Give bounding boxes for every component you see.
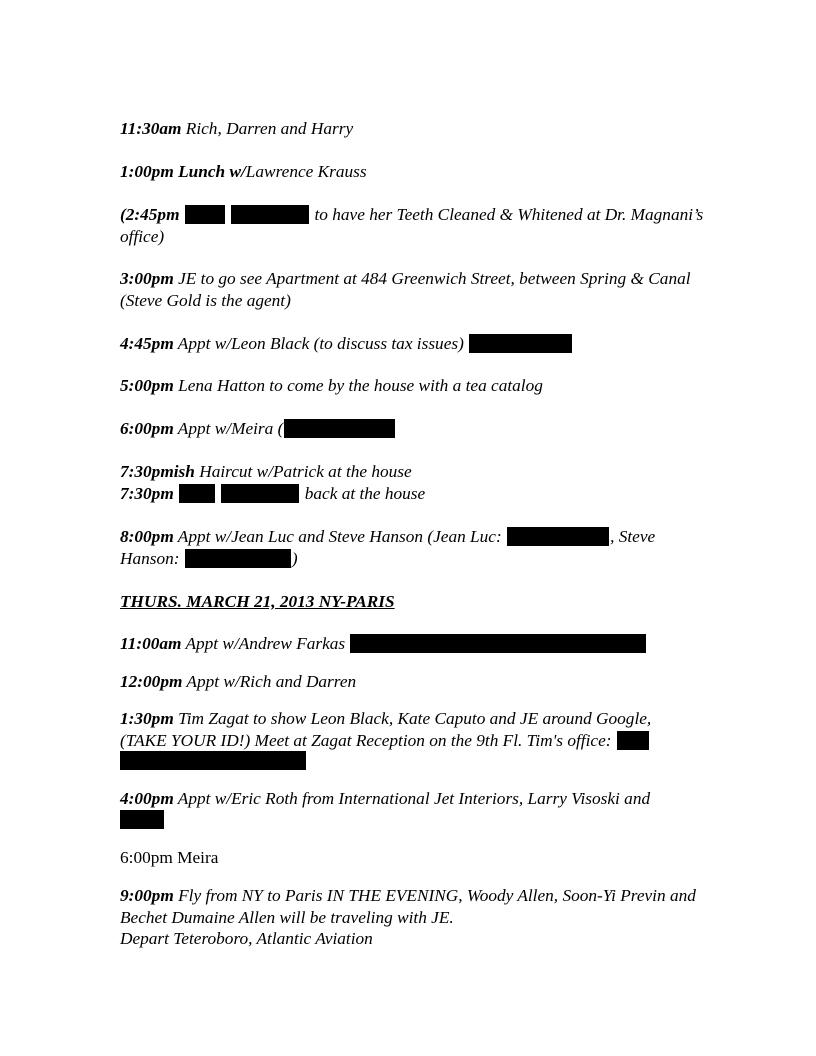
- entry-text: Tim Zagat to show Leon Black, Kate Caputo and JE around Google, (TAKE YOUR ID!) Meet at Zagat Reception on the 9th Fl. Tim's office:: [120, 709, 652, 750]
- entry-time: 4:45pm: [120, 334, 174, 353]
- redaction-block: [617, 731, 649, 750]
- entry-730pm: [120, 483, 710, 505]
- entry-time: 9:00pm: [120, 886, 174, 905]
- entry-text: Lawrence Krauss: [245, 162, 367, 181]
- entry-time: 7:30pm: [120, 484, 174, 503]
- entry-time: 11:30am: [120, 119, 182, 138]
- entry-text: Appt w/Eric Roth from International Jet Interiors, Larry Visoski and: [177, 789, 651, 808]
- entry-600pm: [120, 418, 710, 440]
- redaction-block: [185, 205, 225, 224]
- entry-text: JE to go see Apartment at 484 Greenwich Street, between Spring & Canal (Steve Gold is the agent): [120, 269, 691, 310]
- entry-time: 6:00pm: [120, 419, 174, 438]
- entry-time: 8:00pm: [120, 527, 174, 546]
- entry-130pm: [120, 708, 700, 770]
- entry-300pm: [120, 268, 710, 311]
- entry-text: 6:00pm Meira: [120, 848, 219, 867]
- entry-900pm: [120, 885, 700, 928]
- entry-time: 5:00pm: [120, 376, 174, 395]
- entry-text: , Steve Hanson:: [120, 527, 656, 568]
- entry-text: Appt w/Rich and Darren: [186, 672, 357, 691]
- entry-depart: [120, 928, 710, 950]
- entry-1100am: [120, 633, 710, 655]
- redaction-block: [284, 419, 395, 438]
- entry-text: Appt w/Meira (: [177, 419, 284, 438]
- entry-text: Fly from NY to Paris IN THE EVENING, Woody Allen, Soon-Yi Previn and Bechet Dumaine Allen will be traveling with JE.: [120, 886, 696, 927]
- redaction-block: [120, 810, 164, 829]
- entry-time: 3:00pm: [120, 269, 174, 288]
- entry-100pm: [120, 161, 710, 183]
- entry-text: Appt w/Jean Luc and Steve Hanson (Jean Luc:: [177, 527, 502, 546]
- redaction-block: [469, 334, 572, 353]
- redaction-block: [507, 527, 609, 546]
- entry-time: 11:00am: [120, 634, 182, 653]
- entry-1200pm: [120, 671, 710, 693]
- entry-text: Appt w/Andrew Farkas: [185, 634, 346, 653]
- redaction-block: [350, 634, 646, 653]
- entry-time: 1:00pm Lunch w/: [120, 162, 246, 181]
- entry-text: to have her Teeth Cleaned & Whitened at Dr. Magnani’s office): [120, 205, 704, 246]
- entry-400pm: [120, 788, 705, 829]
- entry-text: Rich, Darren and Harry: [185, 119, 354, 138]
- entry-600pm-meira: [120, 847, 710, 869]
- entry-time: 12:00pm: [120, 672, 183, 691]
- entry-text: Haircut w/Patrick at the house: [199, 462, 412, 481]
- entry-245pm: [120, 204, 710, 247]
- entry-800pm: [120, 526, 710, 569]
- redaction-block: [185, 549, 291, 568]
- entry-time: 1:30pm: [120, 709, 174, 728]
- entry-730pmish: [120, 461, 710, 483]
- entry-text: Lena Hatton to come by the house with a tea catalog: [178, 376, 543, 395]
- entry-text: Depart Teteroboro, Atlantic Aviation: [120, 929, 373, 948]
- date-heading: THURS. MARCH 21, 2013 NY-PARIS: [120, 592, 395, 611]
- redaction-block: [120, 751, 306, 770]
- redaction-block: [179, 484, 215, 503]
- entry-text: Appt w/Leon Black (to discuss tax issues): [177, 334, 464, 353]
- entry-1130am: [120, 118, 710, 140]
- entry-time: 7:30pmish: [120, 462, 195, 481]
- entry-500pm: [120, 375, 710, 397]
- entry-text: ): [291, 548, 298, 568]
- entry-text: back at the house: [304, 484, 426, 503]
- entry-445pm: [120, 333, 710, 355]
- redaction-block: [221, 484, 299, 503]
- redaction-block: [231, 205, 309, 224]
- entry-time: 4:00pm: [120, 789, 174, 808]
- entry-time: (2:45pm: [120, 205, 180, 224]
